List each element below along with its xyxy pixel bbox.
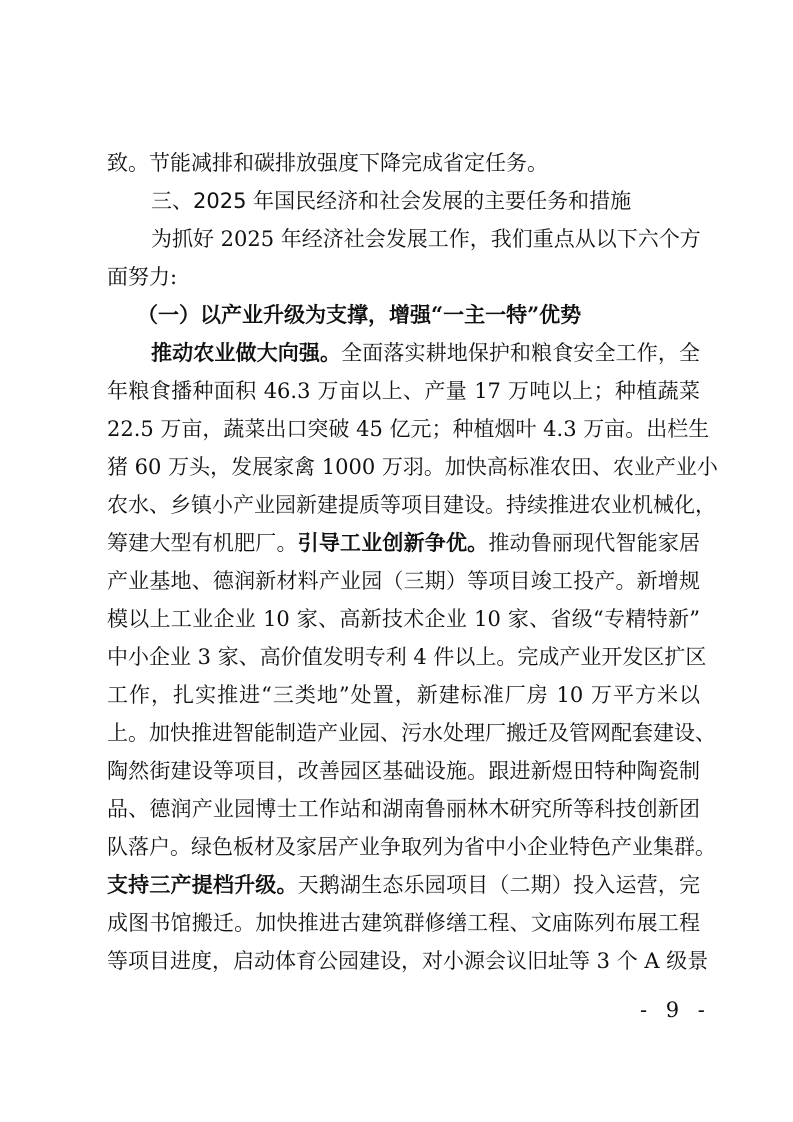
text-segment: 工作，扎实推进“三类地”处置，新建标准厂房 10 万平方米以 [107, 683, 700, 707]
text-segment: 三、2025 年国民经济和社会发展的主要任务和措施 [151, 189, 632, 213]
text-segment: 推动鲁丽现代智能家居 [488, 531, 701, 555]
text-segment: 品、德润产业园博士工作站和湖南鲁丽林木研究所等科技创新团 [107, 797, 700, 821]
text-line [107, 144, 700, 182]
text-segment: 中小企业 3 家、高价值发明专利 4 件以上。完成产业开发区扩区 [107, 645, 707, 669]
page-number: - 9 - [640, 998, 711, 1022]
text-line [107, 942, 709, 980]
text-segment: 天鹅湖生态乐园项目（二期）投入运营，完 [297, 873, 701, 897]
text-segment: 全面落实耕地保护和粮食安全工作，全 [341, 341, 701, 365]
text-line [107, 600, 700, 638]
text-line [107, 334, 700, 372]
text-segment: 为抓好 2025 年经济社会发展工作，我们重点从以下六个方 [151, 227, 701, 251]
text-line [107, 638, 707, 676]
text-line [107, 790, 700, 828]
text-line [107, 448, 718, 486]
text-segment: 成图书馆搬迁。加快推进古建筑群修缮工程、文庙陈列布展工程 [107, 911, 700, 935]
section-heading [107, 182, 700, 220]
text-line [107, 752, 700, 790]
text-line [107, 410, 710, 448]
text-line [107, 486, 716, 524]
text-segment: 筹建大型有机肥厂。 [107, 531, 298, 555]
text-line [107, 714, 716, 752]
text-segment: 面努力: [107, 265, 178, 289]
text-line [107, 524, 700, 562]
subsection-heading [107, 296, 700, 334]
text-line [107, 676, 700, 714]
text-segment: 上。加快推进智能制造产业园、污水处理厂搬迁及管网配套建设、 [107, 721, 716, 745]
bold-lead-phrase: 推动农业做大向强。 [151, 340, 342, 365]
text-segment: 22.5 万亩，蔬菜出口突破 45 亿元；种植烟叶 4.3 万亩。出栏生 [107, 417, 710, 441]
text-segment: 等项目进度，启动体育公园建设，对小源会议旧址等 3 个 A 级景 [107, 949, 709, 973]
text-segment: 致。节能减排和碳排放强度下降完成省定任务。 [107, 151, 548, 175]
text-segment: 产业基地、德润新材料产业园（三期）等项目竣工投产。新增规 [107, 569, 700, 593]
text-line [107, 258, 700, 296]
text-line [107, 372, 700, 410]
bold-lead-phrase: （一）以产业升级为支撑，增强“一主一特”优势 [137, 302, 582, 327]
text-line [107, 562, 700, 600]
text-segment: 猪 60 万头，发展家禽 1000 万羽。加快高标准农田、农业产业小 [107, 455, 718, 479]
text-segment: 陶然街建设等项目，改善园区基础设施。跟进新煜田特种陶瓷制 [107, 759, 700, 783]
text-line [107, 220, 700, 258]
text-line [107, 904, 700, 942]
text-segment: 模以上工业企业 10 家、高新技术企业 10 家、省级“专精特新” [107, 607, 700, 631]
text-segment: 年粮食播种面积 46.3 万亩以上、产量 17 万吨以上；种植蔬菜 [107, 379, 700, 403]
text-line [107, 828, 716, 866]
bold-lead-phrase: 支持三产提档升级。 [107, 872, 298, 897]
text-segment: 队落户。绿色板材及家居产业争取列为省中小企业特色产业集群。 [107, 835, 716, 859]
bold-lead-phrase: 引导工业创新争优。 [297, 530, 489, 555]
document-body [107, 144, 718, 980]
text-line [107, 866, 700, 904]
text-segment: 农水、乡镇小产业园新建提质等项目建设。持续推进农业机械化， [107, 493, 716, 517]
